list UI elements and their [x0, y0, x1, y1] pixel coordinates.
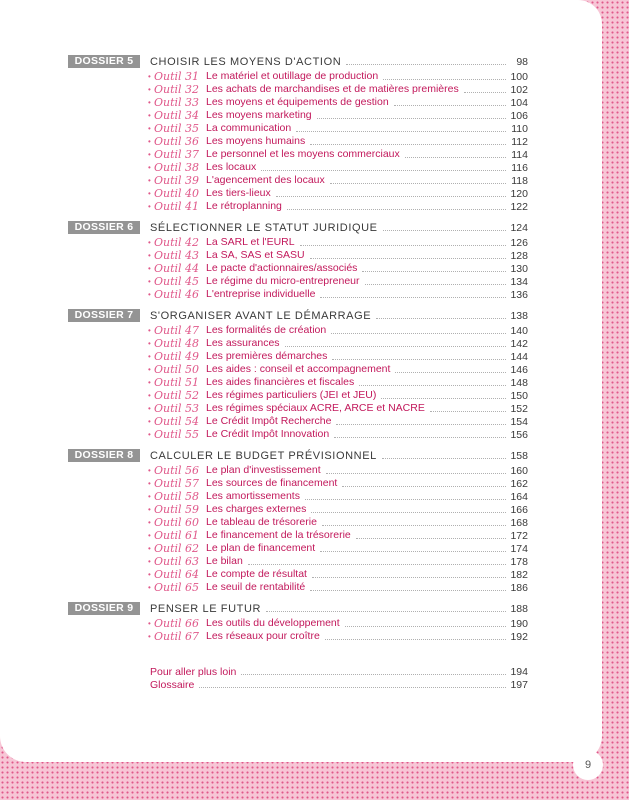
toc-item[interactable] [68, 630, 528, 643]
bullet-icon: • [148, 466, 151, 475]
dotted-leader [325, 638, 506, 640]
outil-label: Outil 31 [154, 70, 200, 83]
item-page: 126 [510, 237, 528, 249]
bullet-icon: • [148, 277, 151, 286]
outil-label: Outil 52 [154, 389, 200, 402]
item-title: Les outils du développement [206, 617, 340, 629]
outil-label: Outil 51 [154, 376, 200, 389]
item-page: 168 [510, 517, 528, 529]
dotted-leader [320, 296, 506, 298]
dotted-leader [276, 195, 506, 197]
item-title: Le Crédit Impôt Innovation [206, 428, 330, 440]
dossier-9 [68, 602, 528, 643]
item-title: Les tiers-lieux [206, 187, 271, 199]
bullet-icon: • [148, 98, 151, 107]
dotted-leader [383, 78, 506, 80]
dotted-leader [305, 498, 506, 500]
toc-item[interactable] [68, 542, 528, 555]
bullet-icon: • [148, 339, 151, 348]
toc-item[interactable] [68, 249, 528, 262]
toc-item[interactable] [68, 428, 528, 441]
bullet-icon: • [148, 352, 151, 361]
toc-item[interactable] [68, 122, 528, 135]
outil-label: Outil 32 [154, 83, 200, 96]
item-page: 162 [510, 478, 528, 490]
bullet-icon: • [148, 417, 151, 426]
dotted-leader [405, 156, 506, 158]
dotted-leader [346, 63, 506, 65]
outil-label: Outil 47 [154, 324, 200, 337]
item-title: Le compte de résultat [206, 568, 307, 580]
dotted-leader [261, 169, 506, 171]
outil-label: Outil 46 [154, 288, 200, 301]
outil-label: Outil 65 [154, 581, 200, 594]
item-page: 164 [510, 491, 528, 503]
bullet-icon: • [148, 163, 151, 172]
item-page: 148 [510, 377, 528, 389]
dossier-title: CALCULER LE BUDGET PRÉVISIONNEL [150, 450, 377, 462]
item-page: 106 [510, 110, 528, 122]
toc-item[interactable] [68, 148, 528, 161]
outil-label: Outil 34 [154, 109, 200, 122]
dossier-8 [68, 449, 528, 594]
item-page: 114 [511, 149, 528, 161]
dotted-leader [330, 182, 506, 184]
item-title: Le tableau de trésorerie [206, 516, 317, 528]
toc-item[interactable] [68, 174, 528, 187]
item-list [68, 236, 528, 301]
dotted-leader [248, 563, 506, 565]
item-title: Les amortissements [206, 490, 300, 502]
dossier-title: PENSER LE FUTUR [150, 603, 262, 615]
item-title: La communication [206, 122, 292, 134]
outil-label: Outil 45 [154, 275, 200, 288]
item-title: Les aides financières et fiscales [206, 376, 355, 388]
item-page: 174 [510, 543, 528, 555]
dossier-page: 98 [516, 56, 528, 68]
outil-label: Outil 43 [154, 249, 200, 262]
item-page: 122 [510, 201, 528, 213]
item-title: Les réseaux pour croître [206, 630, 320, 642]
outil-label: Outil 49 [154, 350, 200, 363]
annex-item[interactable] [150, 665, 528, 678]
outil-label: Outil 56 [154, 464, 200, 477]
dossier-badge: DOSSIER 9 [68, 602, 140, 615]
toc-item[interactable] [68, 288, 528, 301]
toc-item[interactable] [68, 503, 528, 516]
bullet-icon: • [148, 202, 151, 211]
item-title: Les sources de financement [206, 477, 338, 489]
item-title: Les moyens marketing [206, 109, 312, 121]
outil-label: Outil 64 [154, 568, 200, 581]
item-page: 112 [511, 136, 528, 148]
bullet-icon: • [148, 378, 151, 387]
annex-page: 197 [510, 679, 528, 691]
dotted-leader [334, 436, 506, 438]
item-title: Les charges externes [206, 503, 307, 515]
toc-item[interactable] [68, 516, 528, 529]
item-page: 146 [510, 364, 528, 376]
toc-item[interactable] [68, 415, 528, 428]
item-title: Le bilan [206, 555, 243, 567]
dossier-page: 188 [510, 603, 528, 615]
item-page: 118 [511, 175, 528, 187]
toc-item[interactable] [68, 376, 528, 389]
dotted-leader [359, 384, 506, 386]
toc-item[interactable] [68, 581, 528, 594]
dotted-leader [356, 537, 506, 539]
dotted-leader [376, 317, 506, 319]
dotted-leader [332, 358, 506, 360]
dotted-leader [287, 208, 506, 210]
dotted-leader [310, 589, 506, 591]
item-list [68, 324, 528, 441]
dotted-leader [464, 91, 506, 93]
item-page: 150 [510, 390, 528, 402]
bullet-icon: • [148, 518, 151, 527]
bullet-icon: • [148, 544, 151, 553]
bullet-icon: • [148, 85, 151, 94]
toc-item[interactable] [68, 187, 528, 200]
bullet-icon: • [148, 531, 151, 540]
bullet-icon: • [148, 505, 151, 514]
dotted-leader [310, 257, 506, 259]
bullet-icon: • [148, 150, 151, 159]
item-page: 134 [510, 276, 528, 288]
bullet-icon: • [148, 290, 151, 299]
dotted-leader [336, 423, 506, 425]
outil-label: Outil 36 [154, 135, 200, 148]
item-page: 152 [510, 403, 528, 415]
toc-item[interactable] [68, 555, 528, 568]
bullet-icon: • [148, 583, 151, 592]
toc-item[interactable] [68, 464, 528, 477]
dotted-leader [320, 550, 506, 552]
item-title: La SA, SAS et SASU [206, 249, 305, 261]
item-page: 182 [510, 569, 528, 581]
dotted-leader [362, 270, 506, 272]
dotted-leader [322, 524, 506, 526]
item-title: Le personnel et les moyens commerciaux [206, 148, 400, 160]
dotted-leader [300, 244, 506, 246]
item-title: Les formalités de création [206, 324, 327, 336]
toc-item[interactable] [68, 389, 528, 402]
bullet-icon: • [148, 251, 151, 260]
item-title: Le plan de financement [206, 542, 316, 554]
item-title: Les régimes particuliers (JEI et JEU) [206, 389, 377, 401]
dotted-leader [296, 130, 506, 132]
item-list [68, 70, 528, 213]
bullet-icon: • [148, 137, 151, 146]
annex-title: Glossaire [150, 679, 195, 691]
dotted-leader [310, 143, 506, 145]
dossier-badge: DOSSIER 6 [68, 221, 140, 234]
dossier-page: 158 [510, 450, 528, 462]
item-page: 142 [510, 338, 528, 350]
toc-item[interactable] [68, 262, 528, 275]
toc-item[interactable] [68, 477, 528, 490]
bullet-icon: • [148, 326, 151, 335]
item-page: 154 [510, 416, 528, 428]
item-page: 104 [510, 97, 528, 109]
item-page: 186 [510, 582, 528, 594]
item-page: 140 [510, 325, 528, 337]
toc-item[interactable] [68, 275, 528, 288]
item-title: Le matériel et outillage de production [206, 70, 379, 82]
toc-item[interactable] [68, 135, 528, 148]
item-page: 190 [510, 618, 528, 630]
item-page: 120 [510, 188, 528, 200]
item-title: Les moyens humains [206, 135, 306, 147]
dotted-leader [394, 104, 506, 106]
bullet-icon: • [148, 391, 151, 400]
bullet-icon: • [148, 124, 151, 133]
dotted-leader [365, 283, 507, 285]
toc-item[interactable] [68, 350, 528, 363]
outil-label: Outil 57 [154, 477, 200, 490]
outil-label: Outil 61 [154, 529, 200, 542]
bullet-icon: • [148, 176, 151, 185]
dossier-badge: DOSSIER 8 [68, 449, 140, 462]
dossier-badge: DOSSIER 7 [68, 309, 140, 322]
table-of-contents [68, 55, 528, 691]
annex-title: Pour aller plus loin [150, 666, 237, 678]
item-page: 178 [510, 556, 528, 568]
item-title: Les moyens et équipements de gestion [206, 96, 389, 108]
bullet-icon: • [148, 189, 151, 198]
outil-label: Outil 63 [154, 555, 200, 568]
item-title: Le plan d'investissement [206, 464, 321, 476]
dossier-title: SÉLECTIONNER LE STATUT JURIDIQUE [150, 222, 378, 234]
dotted-leader [345, 625, 506, 627]
outil-label: Outil 33 [154, 96, 200, 109]
outil-label: Outil 42 [154, 236, 200, 249]
dotted-leader [382, 457, 506, 459]
outil-label: Outil 60 [154, 516, 200, 529]
outil-label: Outil 54 [154, 415, 200, 428]
item-page: 130 [510, 263, 528, 275]
dotted-leader [342, 485, 506, 487]
outil-label: Outil 39 [154, 174, 200, 187]
outil-label: Outil 55 [154, 428, 200, 441]
dotted-leader [326, 472, 506, 474]
item-title: Les régimes spéciaux ACRE, ARCE et NACRE [206, 402, 425, 414]
item-page: 102 [510, 84, 528, 96]
dotted-leader [395, 371, 506, 373]
bullet-icon: • [148, 238, 151, 247]
outil-label: Outil 37 [154, 148, 200, 161]
outil-label: Outil 50 [154, 363, 200, 376]
dossier-page: 138 [510, 310, 528, 322]
bullet-icon: • [148, 111, 151, 120]
dotted-leader [430, 410, 506, 412]
item-list [68, 464, 528, 594]
item-title: Les locaux [206, 161, 257, 173]
outil-label: Outil 67 [154, 630, 200, 643]
outil-label: Outil 44 [154, 262, 200, 275]
outil-label: Outil 35 [154, 122, 200, 135]
dossier-6 [68, 221, 528, 301]
outil-label: Outil 53 [154, 402, 200, 415]
item-page: 166 [510, 504, 528, 516]
item-page: 160 [510, 465, 528, 477]
item-title: Le régime du micro-entrepreneur [206, 275, 360, 287]
toc-item[interactable] [68, 363, 528, 376]
dotted-leader [311, 511, 506, 513]
toc-item[interactable] [68, 324, 528, 337]
item-title: Les achats de marchandises et de matières premières [206, 83, 459, 95]
dotted-leader [266, 610, 506, 612]
bullet-icon: • [148, 632, 151, 641]
dossier-page: 124 [510, 222, 528, 234]
dotted-leader [317, 117, 506, 119]
annex-item[interactable] [150, 678, 528, 691]
annex-list [68, 665, 528, 691]
page-number: 9 [573, 750, 603, 780]
item-title: L'entreprise individuelle [206, 288, 316, 300]
bullet-icon: • [148, 365, 151, 374]
outil-label: Outil 40 [154, 187, 200, 200]
bullet-icon: • [148, 72, 151, 81]
item-title: La SARL et l'EURL [206, 236, 295, 248]
item-page: 192 [510, 631, 528, 643]
bullet-icon: • [148, 570, 151, 579]
item-title: Le rétroplanning [206, 200, 282, 212]
toc-item[interactable] [68, 200, 528, 213]
outil-label: Outil 41 [154, 200, 200, 213]
item-title: Les assurances [206, 337, 280, 349]
item-page: 144 [510, 351, 528, 363]
bullet-icon: • [148, 557, 151, 566]
toc-item[interactable] [68, 83, 528, 96]
item-title: L'agencement des locaux [206, 174, 325, 186]
toc-item[interactable] [68, 70, 528, 83]
dossier-5 [68, 55, 528, 213]
toc-item[interactable] [68, 109, 528, 122]
dotted-leader [383, 229, 506, 231]
bullet-icon: • [148, 404, 151, 413]
item-page: 156 [510, 429, 528, 441]
dossier-badge: DOSSIER 5 [68, 55, 140, 68]
item-title: Le Crédit Impôt Recherche [206, 415, 332, 427]
dotted-leader [312, 576, 506, 578]
dotted-leader [381, 397, 506, 399]
dotted-leader [199, 686, 506, 688]
item-page: 136 [510, 289, 528, 301]
annex-page: 194 [510, 666, 528, 678]
toc-item[interactable] [68, 568, 528, 581]
bullet-icon: • [148, 492, 151, 501]
outil-label: Outil 58 [154, 490, 200, 503]
bullet-icon: • [148, 264, 151, 273]
toc-item[interactable] [68, 402, 528, 415]
item-title: Le seuil de rentabilité [206, 581, 306, 593]
dotted-leader [285, 345, 506, 347]
toc-item[interactable] [68, 236, 528, 249]
outil-label: Outil 38 [154, 161, 200, 174]
bullet-icon: • [148, 619, 151, 628]
bullet-icon: • [148, 430, 151, 439]
dossier-7 [68, 309, 528, 441]
dossier-title: S'ORGANISER AVANT LE DÉMARRAGE [150, 310, 372, 322]
item-title: Le pacte d'actionnaires/associés [206, 262, 358, 274]
toc-item[interactable] [68, 337, 528, 350]
item-page: 128 [510, 250, 528, 262]
bullet-icon: • [148, 479, 151, 488]
outil-label: Outil 66 [154, 617, 200, 630]
item-title: Le financement de la trésorerie [206, 529, 351, 541]
item-list [68, 617, 528, 643]
dossier-title: CHOISIR LES MOYENS D'ACTION [150, 56, 342, 68]
toc-item[interactable] [68, 617, 528, 630]
outil-label: Outil 59 [154, 503, 200, 516]
toc-item[interactable] [68, 96, 528, 109]
toc-item[interactable] [68, 161, 528, 174]
outil-label: Outil 62 [154, 542, 200, 555]
dotted-leader [241, 673, 506, 675]
item-title: Les premières démarches [206, 350, 328, 362]
item-page: 172 [510, 530, 528, 542]
dotted-leader [331, 332, 506, 334]
toc-item[interactable] [68, 490, 528, 503]
item-page: 110 [511, 123, 528, 135]
item-page: 116 [511, 162, 528, 174]
item-title: Les aides : conseil et accompagnement [206, 363, 391, 375]
item-page: 100 [510, 71, 528, 83]
toc-item[interactable] [68, 529, 528, 542]
outil-label: Outil 48 [154, 337, 200, 350]
